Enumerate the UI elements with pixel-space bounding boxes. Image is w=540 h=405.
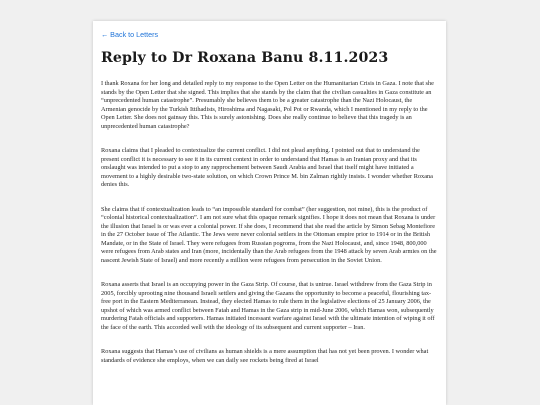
letter-paragraph: Roxana claims that I pleaded to contextualize the current conflict. I did not plead anything. I pointed out that to understand the present conflict it is necessary to see it in its current context in order to understand that Hamas is an Iranian proxy and that its onslaught was intended to put a stop to any rapprochement between Saudi Arabia and Israel that itself might have initiated a movement to a highly desirable two-state solution, on which Crown Prince M. bin Zalman rightly insists. I wonder whether Roxana denies this. [101,147,433,188]
letter-paragraph: Roxana asserts that Israel is an occupying power in the Gaza Strip. Of course, that is untrue. Israel withdrew from the Gaza Strip in 2005, forcibly uprooting nine thousand Israeli settlers and giving the Gazans the opportunity to become a peaceful, flourishing tax-free port in the Eastern Mediterranean. Instead, they elected Hamas to rule them in the legislative elections of 25 January 2006, the upshot of which was armed conflict between Fatah and Hamas in the Gaza strip in mid-June 2006, which Hamas won, subsequently murdering Fatah officials and supporters. Hamas initiated incessant warfare against Israel with the ultimate intention of wiping it off the face of the earth. This accorded well with the ideology of its subsequent and current supporter – Iran. [101,281,435,331]
letter-body [101,80,438,365]
letter-paragraph: I thank Roxana for her long and detailed reply to my response to the Open Letter on the Humanitarian Crisis in Gaza. I note that she stands by the Open Letter that she signed. This implies that she stands by the claim that the civilian casualties in Gaza constitute an “unprecedented human catastrophe”. Presumably she believes them to be a greater catastrophe than the Nazi Holocaust, the Armenian genocide by the Turkish Ittihadists, Hiroshima and Nagasaki, Pol Pot or Rwanda, which I mentioned in my reply to the Open Letter. She does not gainsay this. This is surely astonishing. Does she really continue to believe that this tragedy is an unprecedented human catastrophe? [101,80,434,130]
letter-paragraph: Roxana suggests that Hamas’s use of civilians as human shields is a mere assumption that has not yet been proven. I wonder what standards of evidence she employs, when we can daily see rockets being fired at Israel [101,348,429,364]
letter-card [93,21,446,405]
letter-paragraph: She claims that if contextualization leads to “an impossible standard for combat” (her suggestion, not mine), this is the product of “colonial historical contextualization”. I am not sure what this opaque remark signifies. I hope it does not mean that Roxana is under the illusion that Israel is or was ever a colonial power. If she does, I recommend that she read the article by Simon Sebag Montefiore in the 27 October issue of The Atlantic. The Jews were never colonial settlers in the Ottoman empire prior to 1914 or in the British Mandate, or in the State of Israel. They were refugees from Russian pogroms, from the Nazi Holocaust, and, since 1948, 800,000 were refugees from Arab states and Iran (more, incidentally than the Arab refugees from the 1948 attack by seven Arab armies on the nascent Jewish State of Israel) and more recently a million were refugees from persecution in the Soviet Union. [101,205,437,264]
page-title: Reply to Dr Roxana Banu 8.11.2023 [101,50,389,66]
back-to-letters-link[interactable]: ← Back to Letters [101,30,159,39]
